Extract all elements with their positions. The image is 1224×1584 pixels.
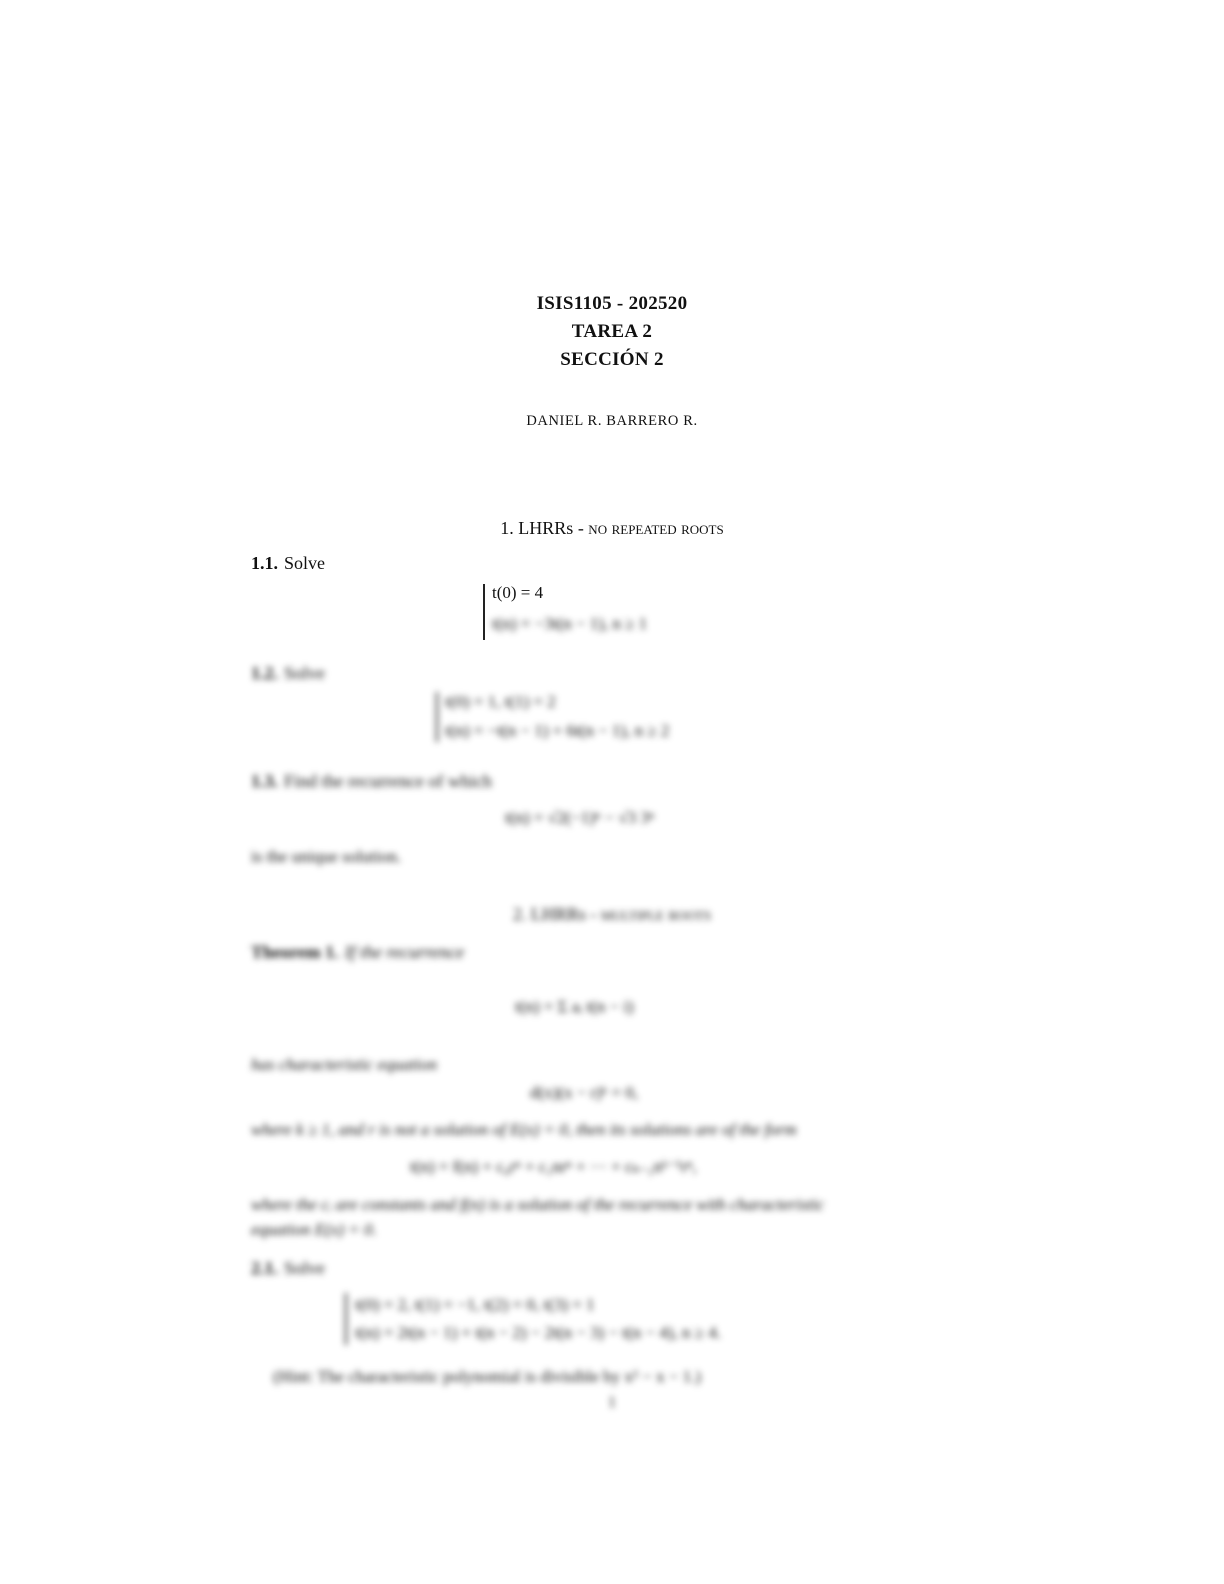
theorem-heading (251, 942, 464, 963)
problem-1-1-eq2: t(n) = −3t(n − 1), n ≥ 1 (492, 614, 648, 633)
section-2-heading (0, 904, 1224, 925)
problem-1-2-text: Solve (284, 663, 326, 683)
section-title: SECCIÓN 2 (560, 349, 664, 370)
page-number: 1 (608, 1394, 616, 1411)
problem-2-1-heading (251, 1258, 325, 1279)
theorem-line-2: has characteristic equation (251, 1055, 438, 1074)
section-1-title-main: LHRRs (518, 518, 574, 538)
section-2-title-rest: - multiple roots (585, 904, 712, 924)
problem-1-3-text: Find the recurrence of which (284, 771, 492, 791)
theorem-text: If the recurrence (344, 942, 465, 962)
problem-1-3-eq: t(n) = √2(−1)ⁿ − √3 3ⁿ (505, 808, 655, 827)
problem-1-3-heading (251, 771, 492, 792)
theorem-sum-eq: t(n) = Σ aᵢ t(n − i) (515, 997, 634, 1016)
problem-1-1-eq1: t(0) = 4 (492, 583, 544, 602)
problem-1-2-brace (436, 692, 438, 742)
problem-1-1-text: Solve (284, 553, 326, 573)
section-2-number: 2. (512, 904, 527, 924)
problem-1-2-heading (251, 663, 325, 684)
theorem-form-eq: t(n) = f(n) + c₀rⁿ + c₁nrⁿ + ··· + cₖ₋₁nᵏ⁻¹rⁿ, (410, 1157, 697, 1176)
problem-2-1-brace (345, 1293, 347, 1345)
theorem-label: Theorem 1. (251, 942, 339, 962)
problem-2-1-eq2: t(n) = 2t(n − 1) + t(n − 2) − 2t(n − 3) − t(n − 4), n ≥ 4. (355, 1323, 722, 1342)
section-2-title-main: LHRRs (530, 904, 586, 924)
problem-2-1-text: Solve (284, 1258, 326, 1278)
theorem-line-4: where the cᵢ are constants and f(n) is a solution of the recurrence with characteristic (251, 1195, 825, 1214)
assignment-title: TAREA 2 (571, 321, 653, 342)
problem-1-2-label: 1.2. (251, 663, 278, 683)
problem-1-3-label: 1.3. (251, 771, 278, 791)
problem-1-1-label: 1.1. (251, 553, 278, 573)
theorem-line-3: where k ≥ 1, and r is not a solution of E(x) = 0, then its solutions are of the form (251, 1120, 797, 1139)
problem-1-2-eq1: t(0) = 1, t(1) = 2 (445, 692, 556, 711)
problem-2-1-label: 2.1. (251, 1258, 278, 1278)
problem-1-3-after: is the unique solution. (251, 847, 402, 866)
theorem-line-5: equation E(x) = 0. (251, 1220, 377, 1239)
hint-text: (Hint: The characteristic polynomial is divisible by x² − x − 1.) (273, 1367, 702, 1386)
author-name: DANIEL R. BARRERO R. (526, 413, 698, 429)
theorem-char-eq: d(x)(x − r)ᵏ = 0, (530, 1083, 639, 1102)
section-1-title-rest: - no repeated roots (573, 518, 724, 538)
problem-2-1-eq1: t(0) = 2, t(1) = −1, t(2) = 0, t(3) = 1 (355, 1295, 595, 1314)
section-1-number: 1. (500, 518, 514, 538)
problem-1-2-eq2: t(n) = −t(n − 1) + 6t(n − 1), n ≥ 2 (445, 721, 670, 740)
course-title: ISIS1105 - 202520 (536, 293, 688, 314)
